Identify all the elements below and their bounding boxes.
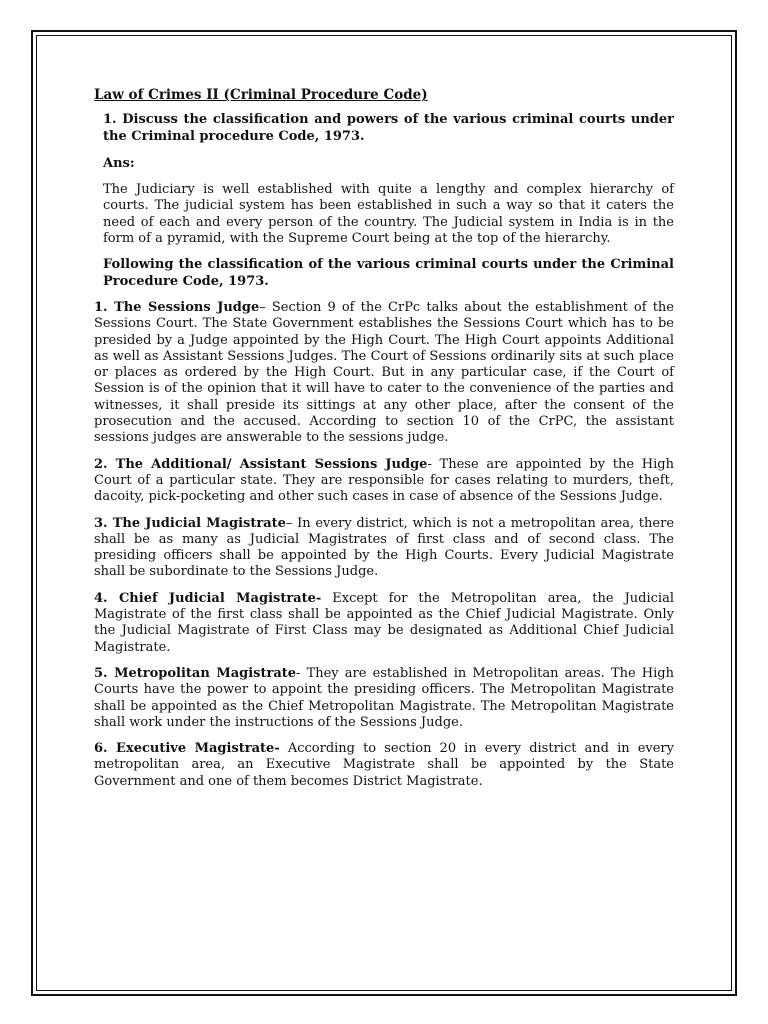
answer-label: Ans: bbox=[103, 155, 135, 171]
item-text: - These are appointed by the High Court of a particular state. They are responsible for cases relating to murders, theft, dacoity, pick-pocketing and other such cases in case of absence of the Sessions Judge. bbox=[94, 456, 674, 505]
item-heading: 2. The Additional/ Assistant Sessions Judge bbox=[94, 456, 428, 472]
court-item-metropolitan-magistrate bbox=[94, 666, 674, 731]
item-text: – Section 9 of the CrPc talks about the establishment of the Sessions Court. The State Government establishes the Sessions Court which has to be presided by a Judge appointed by the High Court. The High Court appoints Additional as well as Assistant Sessions Judges. The Court of Sessions ordinarily sits at such place or places as ordered by the High Court. But in any particular case, if the Court of Session is of the opinion that it will have to cater to the convenience of the parties and witnesses, it shall preside its sittings at any other place, after the consent of the prosecution and the accused. According to section 10 of the CrPC, the assistant sessions judges are answerable to the sessions judge. bbox=[94, 299, 674, 446]
court-item-chief-judicial-magistrate bbox=[94, 591, 674, 656]
item-heading: 5. Metropolitan Magistrate bbox=[94, 665, 297, 681]
court-item-additional-sessions-judge bbox=[94, 457, 674, 506]
intro-paragraph: The Judiciary is well established with quite a lengthy and complex hierarchy of courts. The judicial system has been established in such a way so that it caters the need of each and every person of the country. The Judicial system in India is in the form of a pyramid, with the Supreme Court being at the top of the hierarchy. bbox=[103, 182, 674, 247]
classification-heading: Following the classification of the various criminal courts under the Criminal Procedure Code, 1973. bbox=[103, 257, 674, 289]
court-item-judicial-magistrate bbox=[94, 516, 674, 581]
question-text: 1. Discuss the classification and powers of the various criminal courts under the Criminal procedure Code, 1973. bbox=[103, 112, 674, 144]
item-text: – In every district, which is not a metropolitan area, there shall be as many as Judicial Magistrates of first class and of second class. The presiding officers shall be appointed by the High Courts. Every Judicial Magistrate shall be subordinate to the Sessions Judge. bbox=[94, 515, 675, 580]
court-item-executive-magistrate bbox=[94, 741, 674, 790]
court-item-sessions-judge bbox=[94, 300, 674, 447]
item-heading: 1. The Sessions Judge bbox=[94, 299, 260, 315]
document-body bbox=[94, 87, 674, 800]
item-heading: 6. Executive Magistrate- bbox=[94, 741, 280, 757]
item-text: Except for the Metropolitan area, the Judicial Magistrate of the first class shall be appointed as the Chief Judicial Magistrate. Only the Judicial Magistrate of First Class may be designated as Additional Chief Judicial Magistrate. bbox=[94, 590, 674, 655]
item-text: According to section 20 in every district and in every metropolitan area, an Executive Magistrate shall be appointed by the State Government and one of them becomes District Magistrate. bbox=[94, 741, 674, 789]
item-heading: 4. Chief Judicial Magistrate- bbox=[94, 590, 322, 606]
document-title: Law of Crimes II (Criminal Procedure Code) bbox=[94, 87, 428, 103]
item-text: - They are established in Metropolitan areas. The High Courts have the power to appoint the presiding officers. The Metropolitan Magistrate shall be appointed as the Chief Metropolitan Magistrate. The Metropolitan Magistrate shall work under the instructions of the Sessions Judge. bbox=[94, 665, 674, 730]
item-heading: 3. The Judicial Magistrate bbox=[94, 515, 286, 531]
